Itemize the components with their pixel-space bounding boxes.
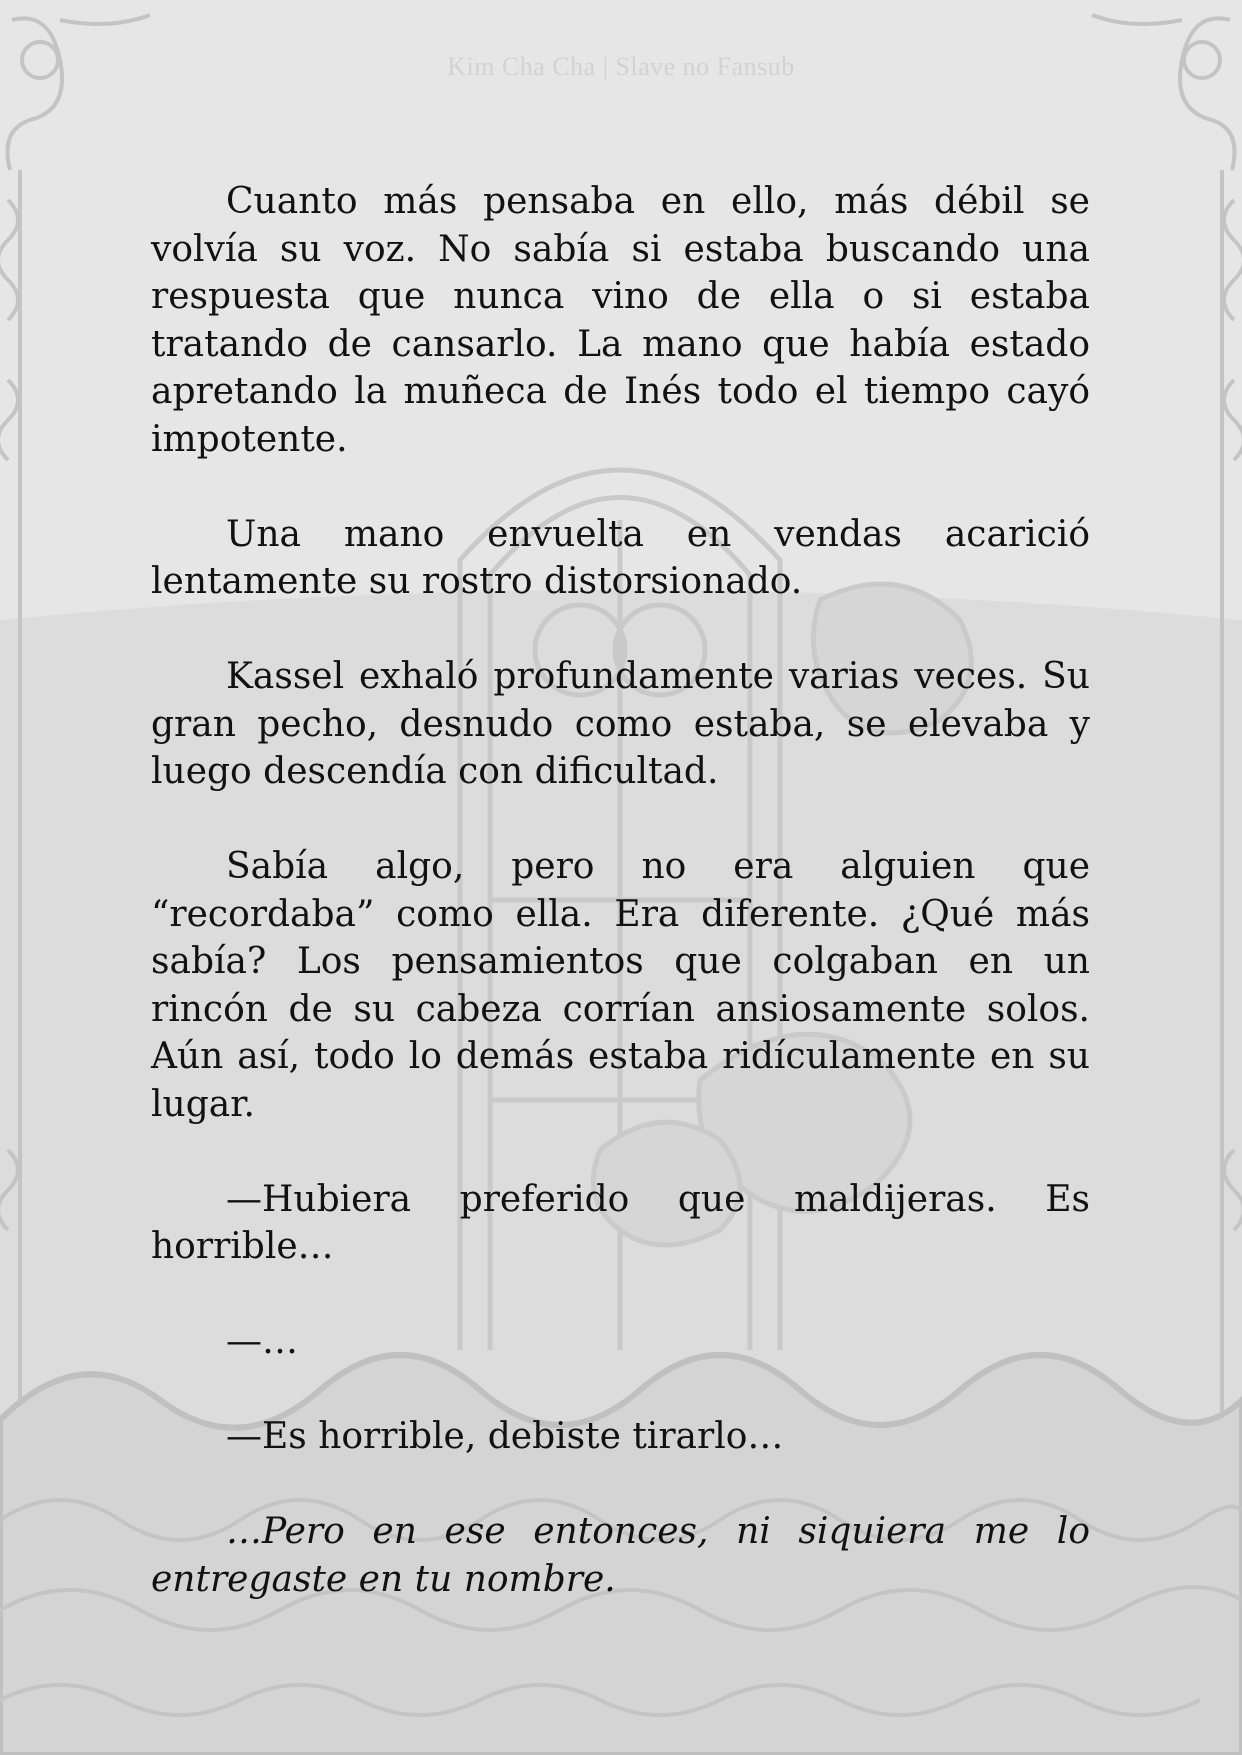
- paragraph: Sabía algo, pero no era alguien que “recordaba” como ella. Era diferente. ¿Qué más sabía? Los pensamientos que colgaban en un rincón de su cabeza corrían ansiosamente solos. Aún así, todo lo demás estaba ridículamente en su lugar.: [151, 846, 1090, 1125]
- paragraph: Kassel exhaló profundamente varias veces. Su gran pecho, desnudo como estaba, se elevaba y luego descendía con dificultad.: [151, 656, 1090, 792]
- paragraph: Una mano envuelta en vendas acarició lentamente su rostro distorsionado.: [151, 513, 1090, 602]
- italic-thought: …Pero en ese entonces, ni siquiera me lo entregaste en tu nombre.: [151, 1511, 1090, 1600]
- dialogue-line: —…: [226, 1321, 298, 1362]
- story-text: [151, 178, 1090, 1603]
- paragraph: Cuanto más pensaba en ello, más débil se volvía su voz. No sabía si estaba buscando una respuesta que nunca vino de ella o si estaba tratando de cansarlo. La mano que había estado apretando la muñeca de Inés todo el tiempo cayó impotente.: [151, 181, 1090, 460]
- dialogue-line: —Hubiera preferido que maldijeras. Es horrible…: [151, 1178, 1090, 1267]
- fansub-credit: Kim Cha Cha | Slave no Fansub: [447, 52, 795, 81]
- dialogue-line: —Es horrible, debiste tirarlo…: [226, 1416, 784, 1457]
